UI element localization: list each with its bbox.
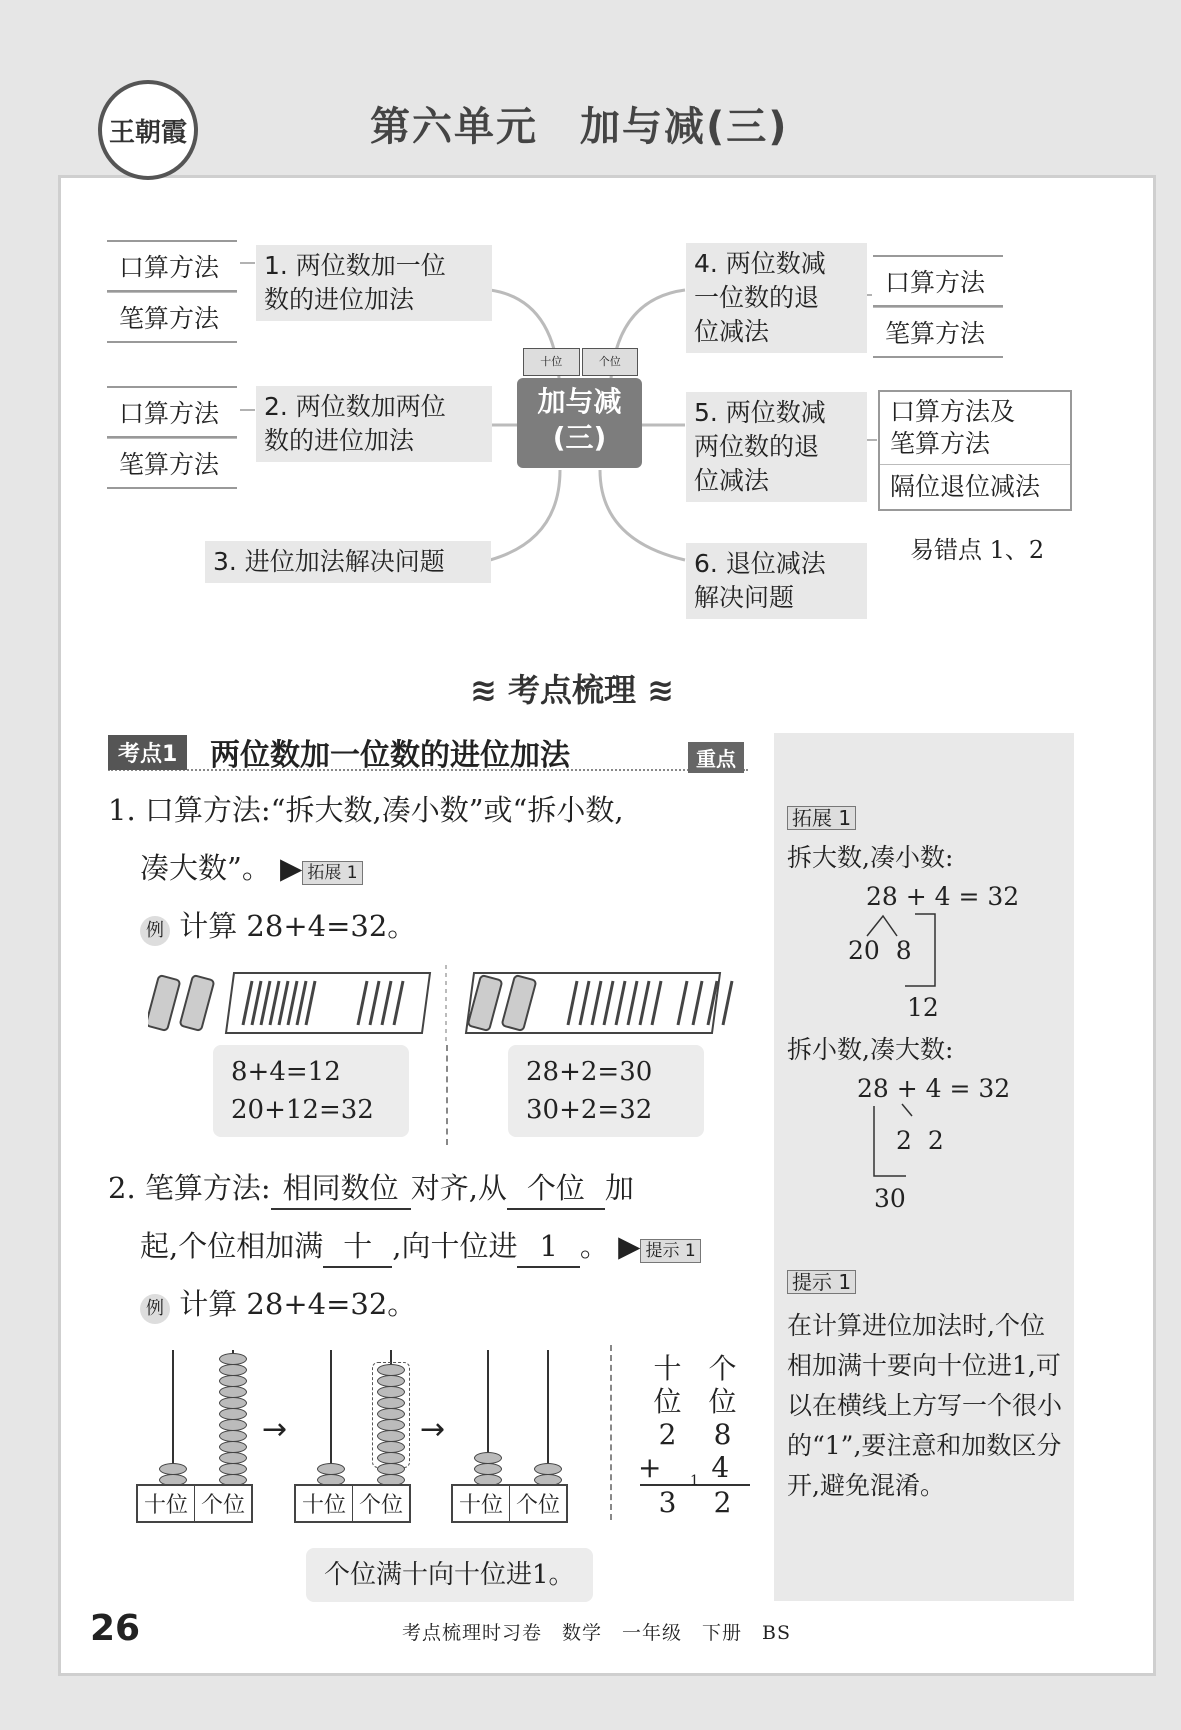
mindmap-node-4: 4. 两位数减 一位数的退 位减法 [686, 243, 867, 353]
ext-a-result: 12 [907, 993, 939, 1022]
sticks-illustration [148, 965, 758, 1045]
method-skip-borrow: 隔位退位减法 [890, 472, 1041, 501]
ext-b-eq: 28 + 4 = 32 [857, 1074, 1011, 1103]
item2-example: 例 计算 28+4=32。 [140, 1284, 416, 1324]
kaodian-title: 两位数加一位数的进位加法 [210, 738, 570, 773]
method-mental-written: 口算方法及 笔算方法 [880, 392, 1070, 465]
logo: 王朝霞 [98, 80, 198, 180]
key-badge: 重点 [688, 742, 744, 773]
caption: 个位满十向十位进1。 [306, 1548, 593, 1602]
abacus-1-labels: 十位 个位 [136, 1484, 253, 1523]
mistake-note: 易错点 1、2 [910, 536, 1045, 564]
mindmap-node-1: 1. 两位数加一位 数的进位加法 [256, 245, 492, 321]
center-line1: 加与减 [537, 385, 622, 418]
method-mental: 口算方法 [107, 386, 237, 438]
ext-b-result: 30 [874, 1184, 906, 1213]
ext-a-eq: 28 + 4 = 32 [866, 882, 1020, 911]
item1-line1: 1. 口算方法:“拆大数,凑小数”或“拆小数, [108, 793, 624, 827]
arrow-1: → [262, 1412, 288, 1447]
arrow-2: → [420, 1412, 446, 1447]
divider-2 [610, 1345, 612, 1520]
ext-ref-tag: 拓展 1 [302, 861, 362, 885]
tip-tag: 提示 1 [787, 1270, 856, 1294]
calc-box-2: 28+2=30 30+2=32 [508, 1045, 704, 1137]
ext-a-title: 拆大数,凑小数: [787, 843, 954, 872]
tip-ref-tag: 提示 1 [640, 1239, 700, 1263]
calc-box-1: 8+4=12 20+12=32 [213, 1045, 409, 1137]
mindmap-node-3: 3. 进位加法解决问题 [205, 541, 491, 583]
item2-line2: 起,个位相加满 十 ,向十位进 1 。 ▶ 提示 1 [140, 1226, 701, 1268]
tip-text: 在计算进位加法时,个位相加满十要向十位进1,可以在横线上方写一个很小的“1”,要注意和加数区分开,避免混淆。 [787, 1311, 1063, 1500]
blank-3: 十 [323, 1226, 392, 1268]
ext-a-split: 20 8 [848, 936, 912, 965]
footer-info: 考点梳理时习卷 数学 一年级 下册 BS [402, 1622, 791, 1644]
example-badge: 例 [140, 916, 170, 946]
ext-b-split: 2 2 [896, 1126, 944, 1155]
abacus-ones-label: 个位 [582, 348, 639, 376]
abacus-2-labels: 十位 个位 [294, 1484, 411, 1523]
kaodian-tag: 考点1 [108, 735, 187, 770]
left-methods-2 [107, 386, 237, 489]
divider [446, 1045, 448, 1145]
center-line2: (三) [552, 421, 607, 454]
page-title: 第六单元 加与减(三) [370, 104, 789, 150]
mindmap-center [517, 378, 642, 468]
right-methods-4 [873, 255, 1003, 358]
method-mental: 口算方法 [873, 255, 1003, 307]
item1-line2: 凑大数”。 ▶ 拓展 1 [140, 848, 363, 888]
right-methods-5 [878, 390, 1072, 511]
vertical-calc: 十 个 位 位 2 8 + 1 4 3 2 [640, 1352, 750, 1519]
method-written: 笔算方法 [107, 292, 237, 343]
blank-2: 个位 [507, 1168, 605, 1210]
blank-4: 1 [517, 1226, 579, 1268]
mindmap-node-2: 2. 两位数加两位 数的进位加法 [256, 386, 492, 462]
abacus-3-labels: 十位 个位 [451, 1484, 568, 1523]
ext-b-title: 拆小数,凑大数: [787, 1035, 954, 1064]
mindmap-node-5: 5. 两位数减 两位数的退 位减法 [686, 392, 867, 502]
abacus-2 [294, 1350, 424, 1520]
section-title: ≋ 考点梳理 ≋ [470, 671, 674, 709]
method-written: 笔算方法 [107, 438, 237, 489]
item1-example: 例 计算 28+4=32。 [140, 906, 416, 946]
left-methods-1 [107, 240, 237, 343]
method-written: 笔算方法 [873, 307, 1003, 358]
abacus-3 [451, 1350, 581, 1520]
page-number: 26 [90, 1608, 141, 1649]
method-mental: 口算方法 [107, 240, 237, 292]
abacus-1 [136, 1350, 266, 1520]
mindmap-node-6: 6. 退位减法 解决问题 [686, 543, 867, 619]
abacus-tens-label: 十位 [523, 348, 580, 376]
example-badge: 例 [140, 1294, 170, 1324]
blank-1: 相同数位 [271, 1168, 411, 1210]
item2-line1: 2. 笔算方法: 相同数位 对齐,从 个位 加 [108, 1168, 634, 1210]
center-abacus [523, 348, 638, 376]
ext-tag: 拓展 1 [787, 806, 856, 830]
